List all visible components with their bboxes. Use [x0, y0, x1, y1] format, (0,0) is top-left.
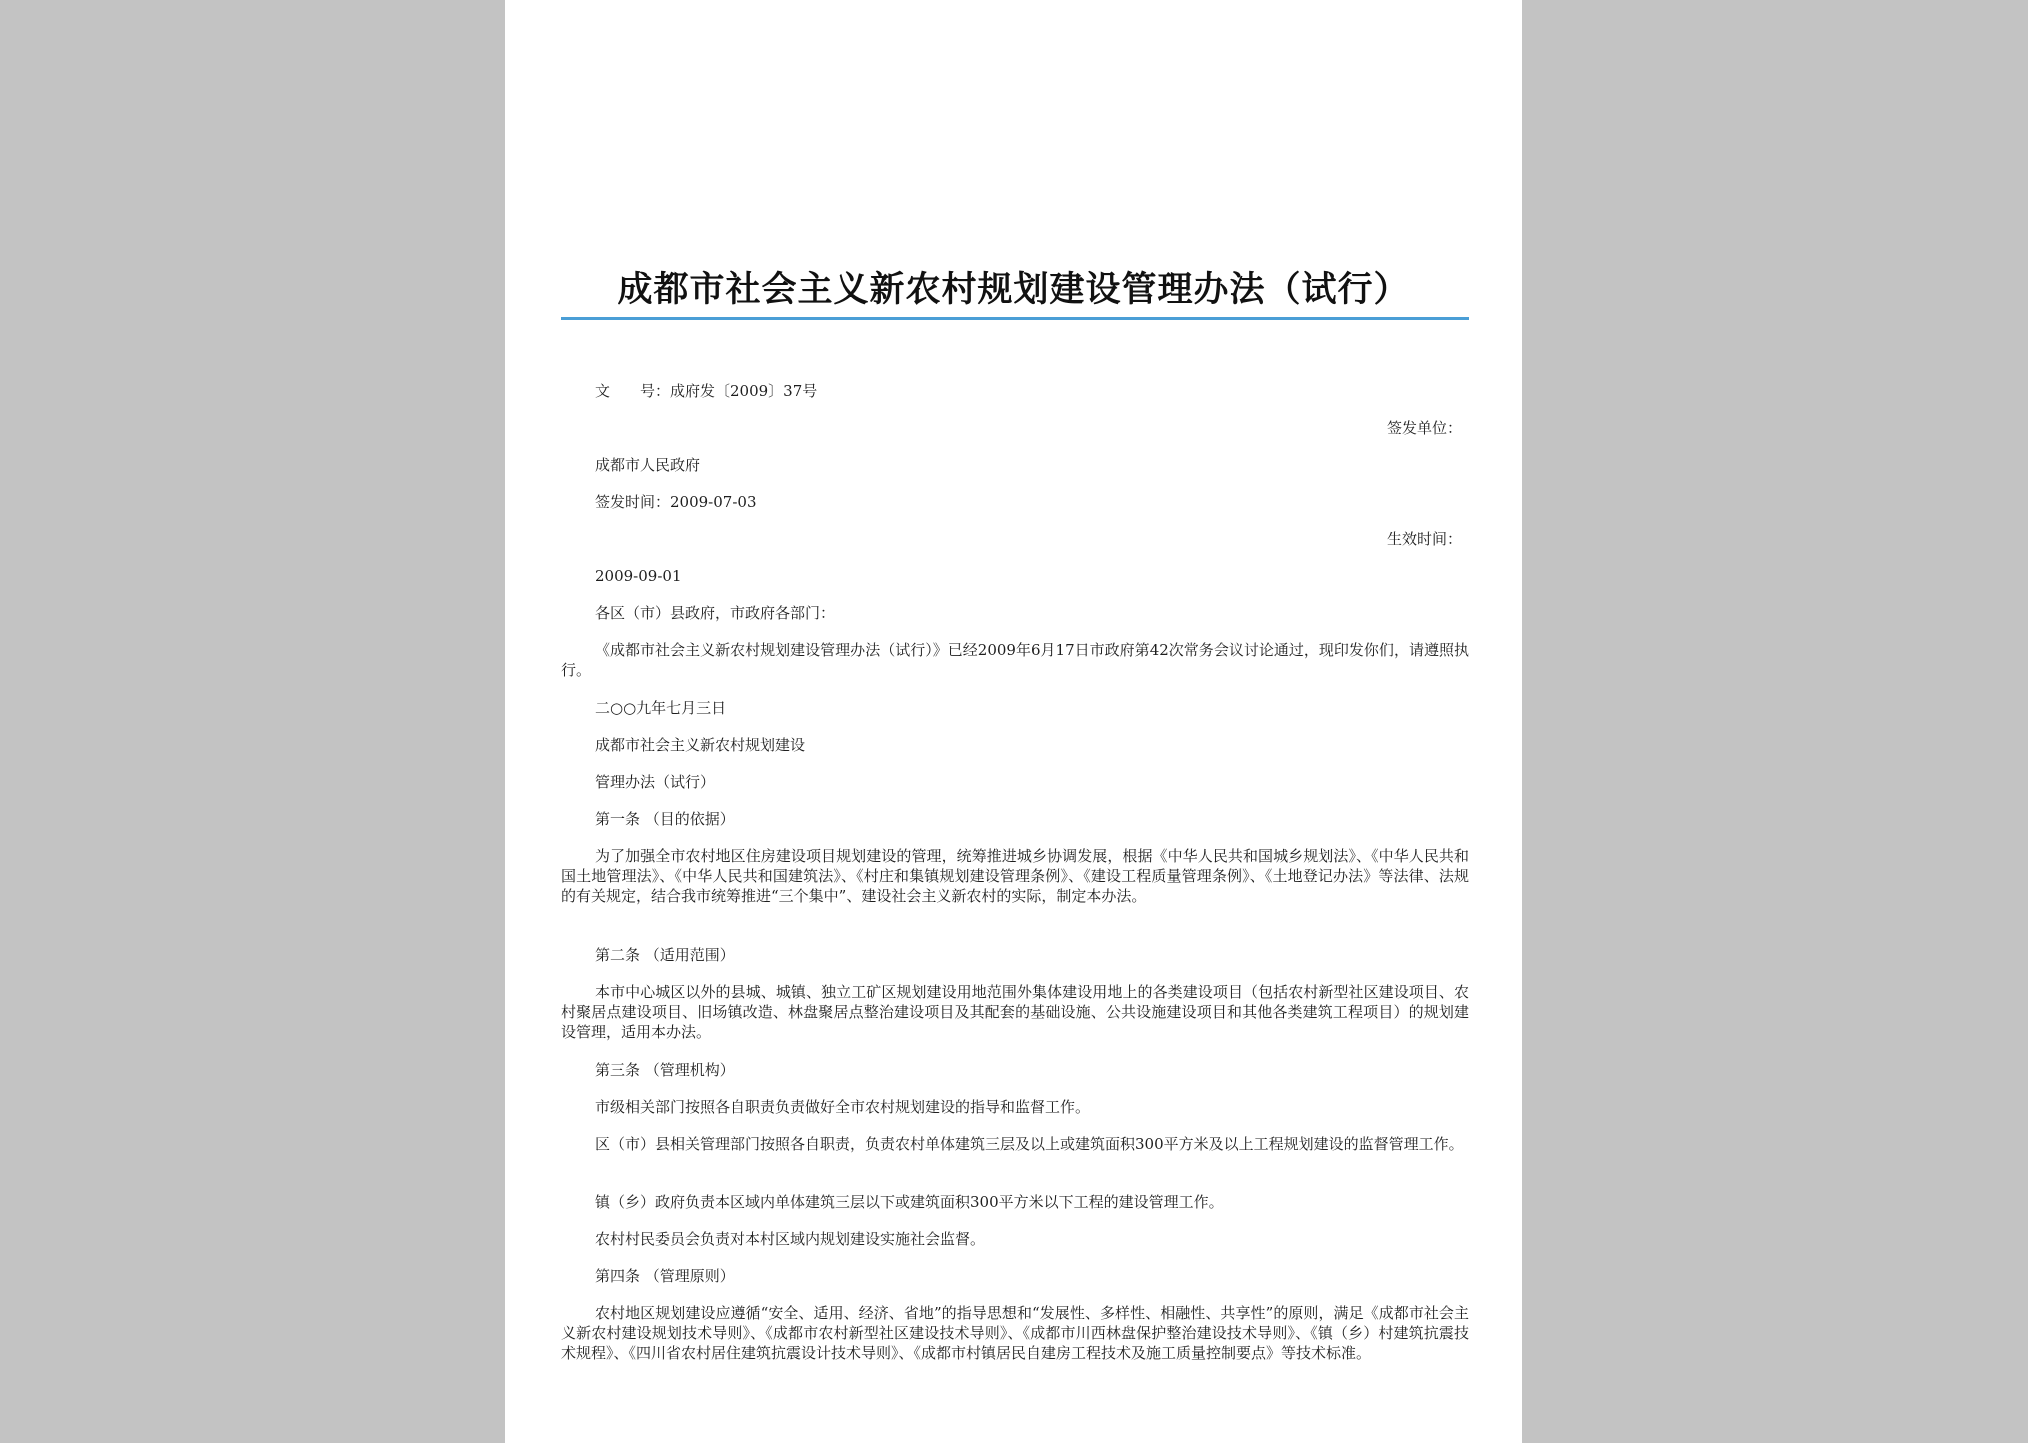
intro-paragraph: 《成都市社会主义新农村规划建设管理办法（试行）》已经2009年6月17日市政府第42次常务会议讨论通过，现印发你们，请遵照执行。	[561, 641, 1469, 679]
document-page	[505, 0, 1522, 1443]
effective-date: 2009-09-01	[595, 567, 682, 585]
subtitle-line-2: 管理办法（试行）	[595, 773, 716, 791]
effective-label: 生效时间：	[1386, 530, 1462, 548]
article-1-heading: 第一条 （目的依据）	[595, 810, 735, 828]
doc-number: 文 号：成府发〔2009〕37号	[595, 382, 818, 400]
article-3-paragraph-2: 区（市）县相关管理部门按照各自职责，负责农村单体建筑三层及以上或建筑面积300平方米及以上工程规划建设的监督管理工作。	[595, 1135, 1464, 1153]
issuer-label: 签发单位：	[1386, 419, 1462, 437]
issuer-value: 成都市人民政府	[595, 456, 701, 474]
article-4-body: 农村地区规划建设应遵循“安全、适用、经济、省地”的指导思想和“发展性、多样性、相融性、共享性”的原则，满足《成都市社会主义新农村建设规划技术导则》、《成都市农村新型社区建设技术导则》、《成都市川西林盘保护整治建设技术导则》、《镇（乡）村建筑抗震技术规程》、《四川省农村居住建筑抗震设计技术导则》、《成都市村镇居民自建房工程技术及施工质量控制要点》等技术标准。	[561, 1304, 1469, 1362]
salutation: 各区（市）县政府，市政府各部门：	[595, 604, 836, 622]
article-1-body: 为了加强全市农村地区住房建设项目规划建设的管理，统筹推进城乡协调发展，根据《中华人民共和国城乡规划法》、《中华人民共和国土地管理法》、《中华人民共和国建筑法》、《村庄和集镇规划建设管理条例》、《建设工程质量管理条例》、《土地登记办法》等法律、法规的有关规定，结合我市统筹推进“三个集中”、建设社会主义新农村的实际，制定本办法。	[561, 847, 1469, 905]
issue-date-chinese: 二○○九年七月三日	[595, 699, 727, 717]
subtitle-line-1: 成都市社会主义新农村规划建设	[595, 736, 806, 754]
issue-date: 签发时间：2009-07-03	[595, 493, 757, 511]
article-3-heading: 第三条 （管理机构）	[595, 1061, 735, 1079]
article-4-heading: 第四条 （管理原则）	[595, 1267, 735, 1285]
article-3-paragraph-3: 镇（乡）政府负责本区域内单体建筑三层以下或建筑面积300平方米以下工程的建设管理工作。	[595, 1193, 1224, 1211]
article-2-body: 本市中心城区以外的县城、城镇、独立工矿区规划建设用地范围外集体建设用地上的各类建设项目（包括农村新型社区建设项目、农村聚居点建设项目、旧场镇改造、林盘聚居点整治建设项目及其配套的基础设施、公共设施建设项目和其他各类建筑工程项目）的规划建设管理，适用本办法。	[561, 983, 1469, 1041]
article-2-heading: 第二条 （适用范围）	[595, 946, 735, 964]
article-3-paragraph-1: 市级相关部门按照各自职责负责做好全市农村规划建设的指导和监督工作。	[595, 1098, 1091, 1116]
article-3-paragraph-4: 农村村民委员会负责对本村区域内规划建设实施社会监督。	[595, 1230, 986, 1248]
title-underline	[561, 317, 1469, 320]
document-title: 成都市社会主义新农村规划建设管理办法（试行）	[617, 270, 1410, 310]
